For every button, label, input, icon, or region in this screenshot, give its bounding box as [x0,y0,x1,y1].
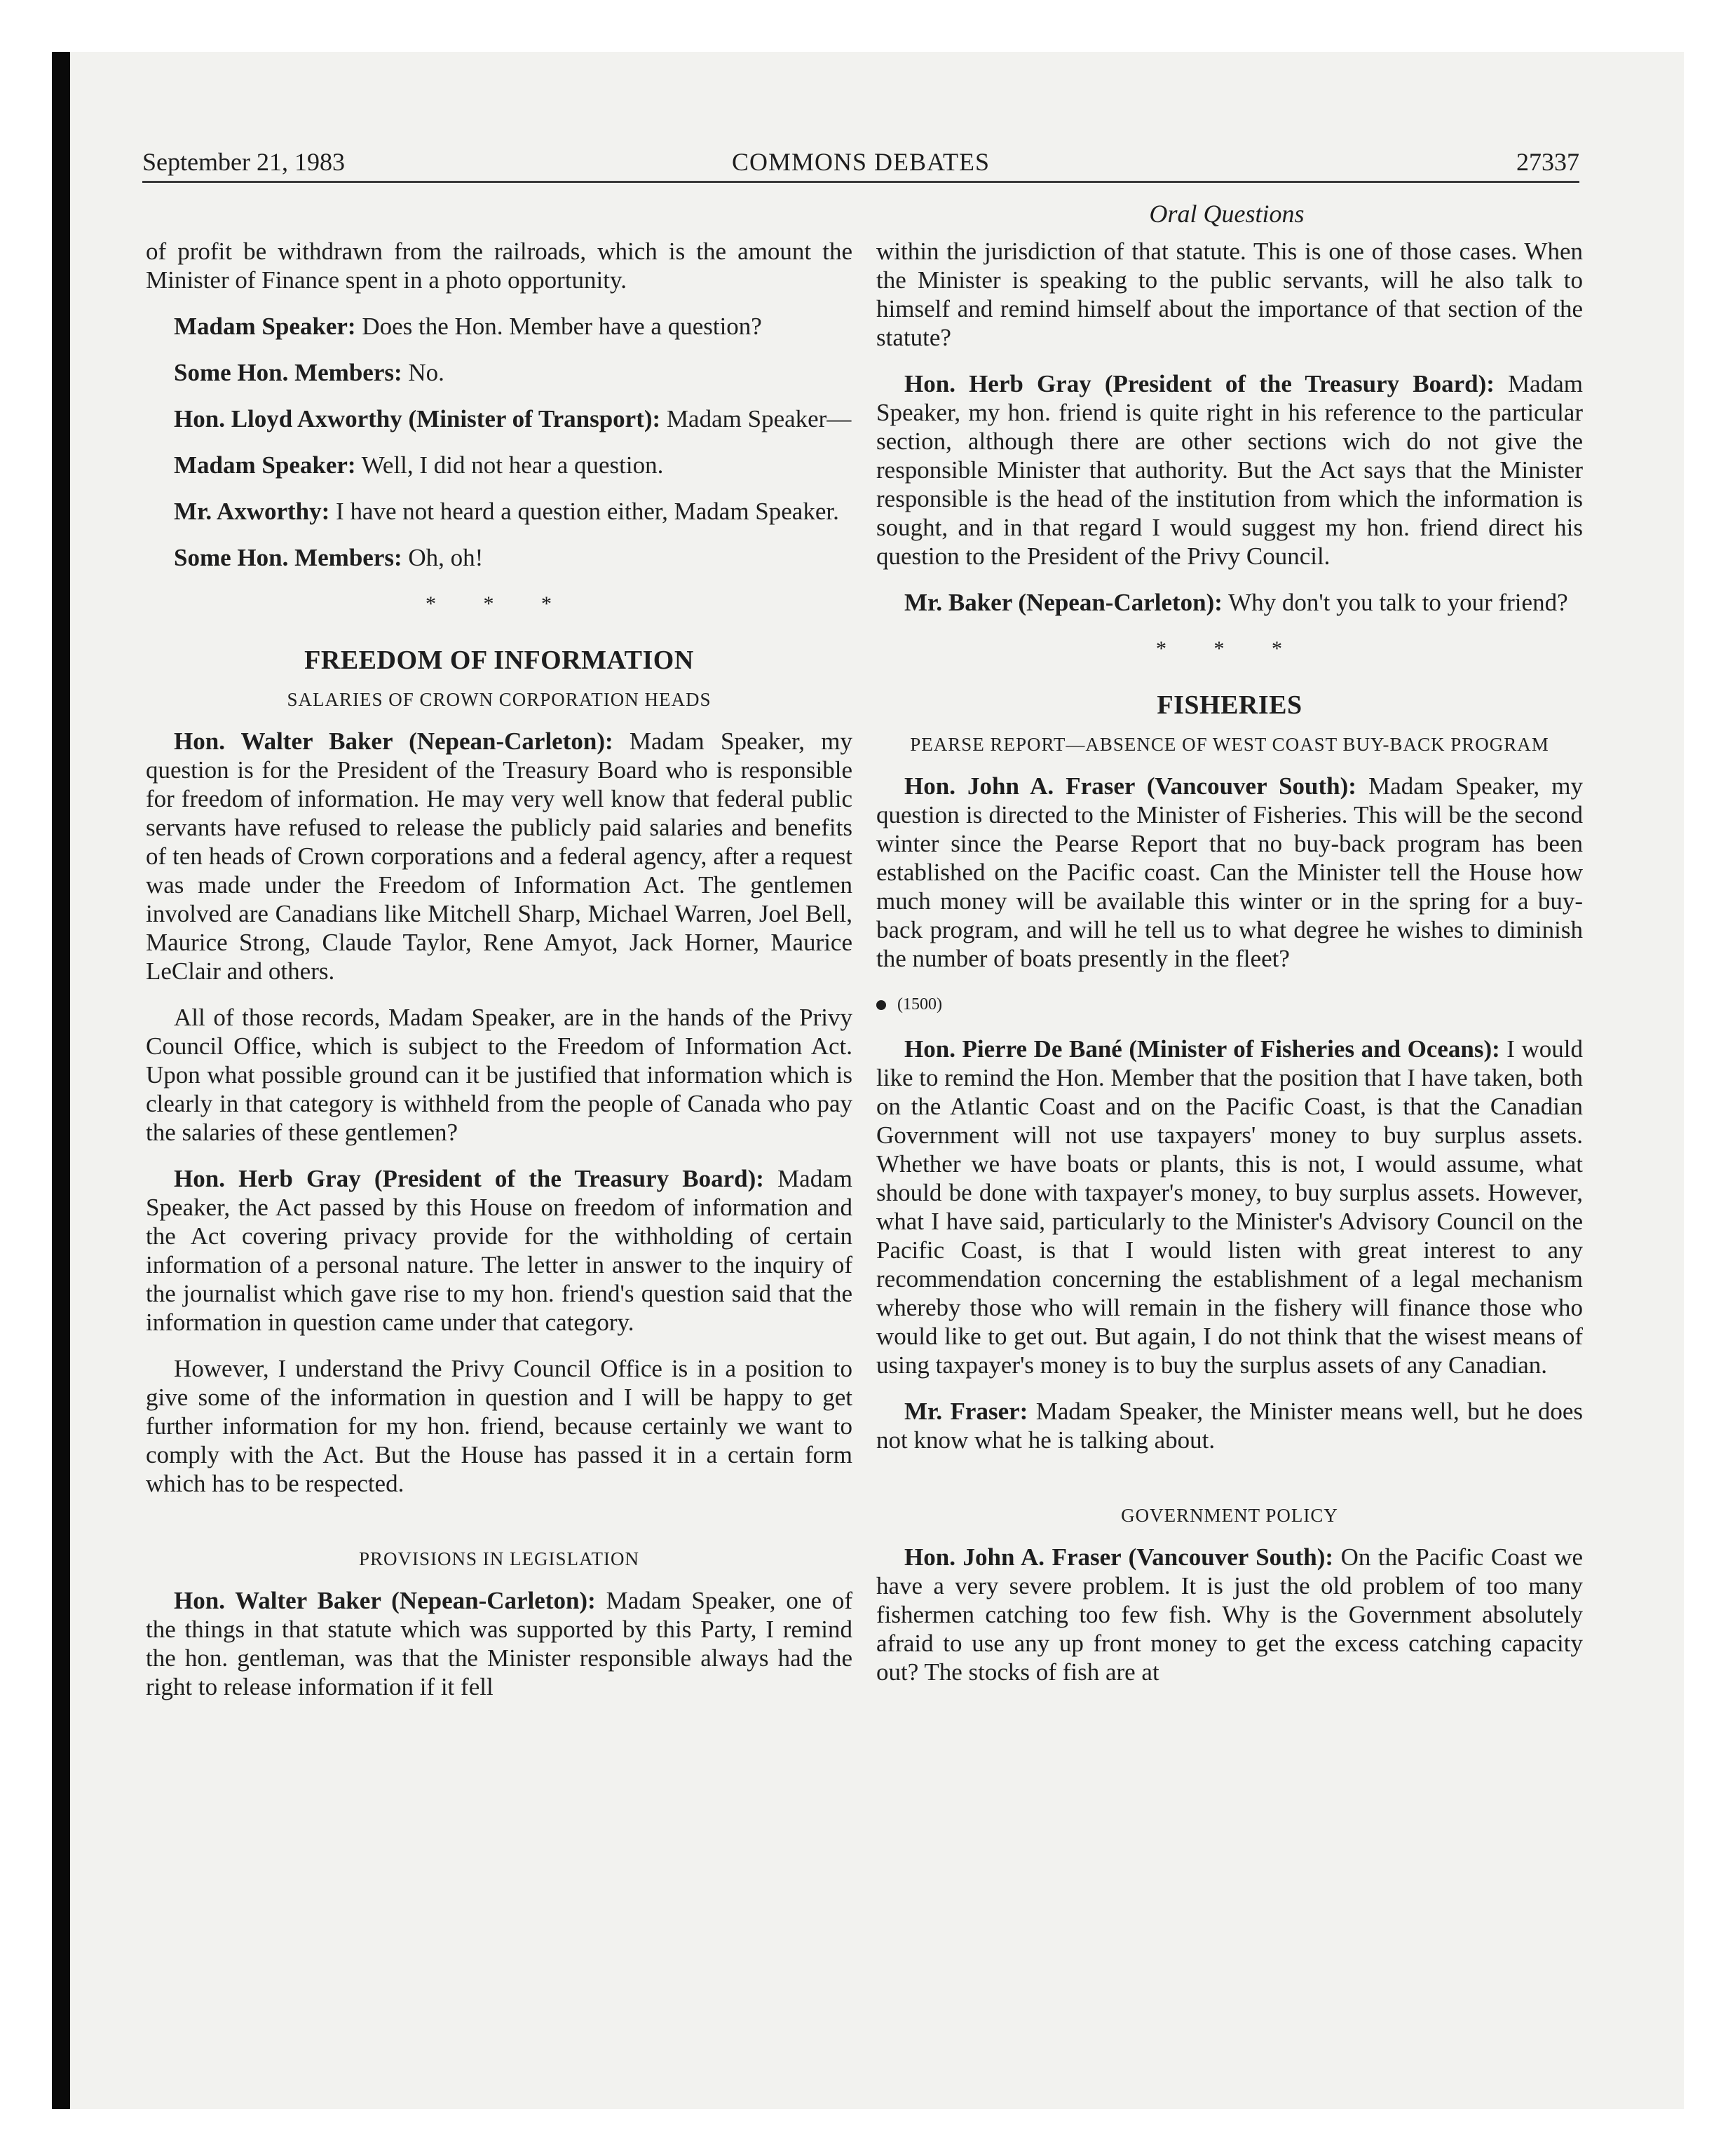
paragraph [146,404,852,433]
speech-text: On the Pacific Coast we have a very severe problem. It is just the old problem of too many fishermen catching too few fish. Why is the Government absolutely afraid to use any up front money to get the excess catching capacity out? The stocks of fish are at [876,1543,1584,1686]
subsection-heading: GOVERNMENT POLICY [1121,1505,1338,1526]
paragraph [876,1543,1583,1686]
speaker-name: Hon. Herb Gray (President of the Treasury Board): [174,1165,764,1192]
bullet-icon [876,1000,886,1010]
speaker-name: Hon. John A. Fraser (Vancouver South): [904,772,1356,800]
paragraph: of profit be withdrawn from the railroads, which is the amount the Minister of Finance spent in a photo opportunity. [146,238,852,294]
paragraph [146,451,852,479]
speaker-name: Hon. John A. Fraser (Vancouver South): [904,1543,1334,1571]
paragraph [876,588,1583,617]
speaker-name: Some Hon. Members: [174,359,402,386]
speech-text: Well, I did not hear a question. [355,451,664,479]
speech-text: Madam Speaker, my question is for the President of the Treasury Board who is responsible for freedom of information. He may very well know that federal public servants have refused to release the publicly paid salaries and benefits of ten heads of Crown corporations and a federal agency, after a request was made under the Freedom of Information Act. The gentlemen involved are Canadians like Mitchell Sharp, Michael Warren, Joel Bell, Maurice Strong, Claude Taylor, Rene Amyot, Jack Horner, Maurice LeClair and others. [146,728,852,985]
speech-text: Madam Speaker, my question is directed to the Minister of Fisheries. This will be the second winter since the Pearse Report that no buy-back program has been established on the Pacific coast. Can the Minister tell the House how much money will be available this winter or in the spring for a buy-back program, and will he tell us to what degree he wishes to diminish the number of boats presently in the fleet? [876,772,1584,972]
speech-text: I would like to remind the Hon. Member that the position that I have taken, both on the Atlantic Coast and on the Pacific Coast, is that the Canadian Government will not use taxpayers' money to buy surplus assets. Whether we have boats or plants, this is not, I would assume, what should be done with taxpayer's money, to buy surplus assets. However, what I have said, particularly to the Minister's Advisory Council on the Pacific Coast, is that I would listen with great interest to any recommendation concerning the establishment of a legal mechanism whereby those who will remain in the fishery will finance those who would like to get out. But again, I do not think that the wisest means of using taxpayer's money is to buy the surplus assets of any Canadian. [876,1035,1584,1379]
page-header [142,140,1579,183]
speaker-name: Mr. Baker (Nepean-Carleton): [904,589,1223,616]
speech-text: Madam Speaker, my hon. friend is quite right in his reference to the particular section, although there are other sections wich do not give the responsible Minister that authority. But the Act says that the Minister responsible is the head of the institution from which the information is sought, and in that regard I would suggest my hon. friend direct his question to the President of the Privy Council. [876,370,1583,570]
header-date: September 21, 1983 [142,148,345,176]
paragraph [146,1586,852,1701]
running-head: Oral Questions [1149,200,1305,228]
paragraph [146,1164,852,1337]
speech-text: I have not heard a question either, Madam Speaker. [329,498,839,525]
paragraph: However, I understand the Privy Council Office is in a position to give some of the information in question and I will be happy to get further information for my hon. friend, because certainly we want to comply with the Act. But the House has passed it in a certain form which has to be respected. [146,1355,852,1497]
speaker-name: Hon. Walter Baker (Nepean-Carleton): [174,1587,596,1614]
scan-binding-edge [52,52,70,2109]
speech-text: Madam Speaker, one of the things in that statute which was supported by this Party, I remind the hon. gentleman, was that the Minister responsible always had the right to release information if it fell [146,1587,852,1700]
speaker-name: Mr. Fraser: [904,1398,1028,1425]
speaker-name: Mr. Axworthy: [174,498,330,525]
time-label: (1500) [897,995,942,1014]
right-column [876,237,1583,1704]
speaker-name: Hon. Lloyd Axworthy (Minister of Transport): [174,405,661,432]
speech-text: Oh, oh! [402,544,484,571]
section-heading: FISHERIES [1157,690,1302,720]
header-title: COMMONS DEBATES [731,148,991,176]
speaker-name: Madam Speaker: [174,451,356,479]
paragraph [146,358,852,387]
subsection-heading: PEARSE REPORT—ABSENCE OF WEST COAST BUY-BACK PROGRAM [910,734,1549,755]
paragraph [146,543,852,572]
paragraph: within the jurisdiction of that statute. This is one of those cases. When the Minister is speaking to the public servants, will he also talk to himself and remind himself about the importance of that section of the statute? [876,238,1583,351]
paragraph [876,1035,1583,1379]
paragraph [146,727,852,985]
speech-text: No. [402,359,444,386]
speech-text: Madam Speaker, the Minister means well, but he does not know what he is talking about. [876,1398,1583,1454]
section-separator: * * * [1156,637,1303,660]
speaker-name: Hon. Walter Baker (Nepean-Carleton): [174,728,613,755]
paragraph [876,369,1583,571]
paragraph [876,772,1583,973]
paragraph: All of those records, Madam Speaker, are in the hands of the Privy Council Office, which is subject to the Freedom of Information Act. Upon what possible ground can it be justified that information which is clearly in that category is withheld from the people of Canada who pay the salaries of these gentlemen? [146,1004,852,1146]
page-number: 27337 [1516,148,1579,176]
speaker-name: Hon. Pierre De Bané (Minister of Fisheries and Oceans): [904,1035,1500,1063]
paragraph [146,497,852,526]
subsection-heading: SALARIES OF CROWN CORPORATION HEADS [287,689,712,710]
section-heading: FREEDOM OF INFORMATION [304,646,694,675]
speaker-name: Madam Speaker: [174,313,356,340]
speaker-name: Hon. Herb Gray (President of the Treasury Board): [904,370,1495,397]
speaker-name: Some Hon. Members: [174,544,402,571]
left-column [146,237,852,1719]
speech-text: Why don't you talk to your friend? [1222,589,1568,616]
speech-text: Madam Speaker, the Act passed by this House on freedom of information and the Act covering privacy provide for the withholding of certain information of a personal nature. The letter in answer to the inquiry of the journalist which gave rise to my hon. friend's question said that the information in question came under that category. [146,1165,852,1336]
speech-text: Madam Speaker— [660,405,852,432]
speech-text: Does the Hon. Member have a question? [355,313,762,340]
subsection-heading: PROVISIONS IN LEGISLATION [359,1548,639,1569]
paragraph [876,1397,1583,1454]
section-separator: * * * [426,592,573,615]
paragraph [146,312,852,341]
time-marker [876,990,1583,1019]
